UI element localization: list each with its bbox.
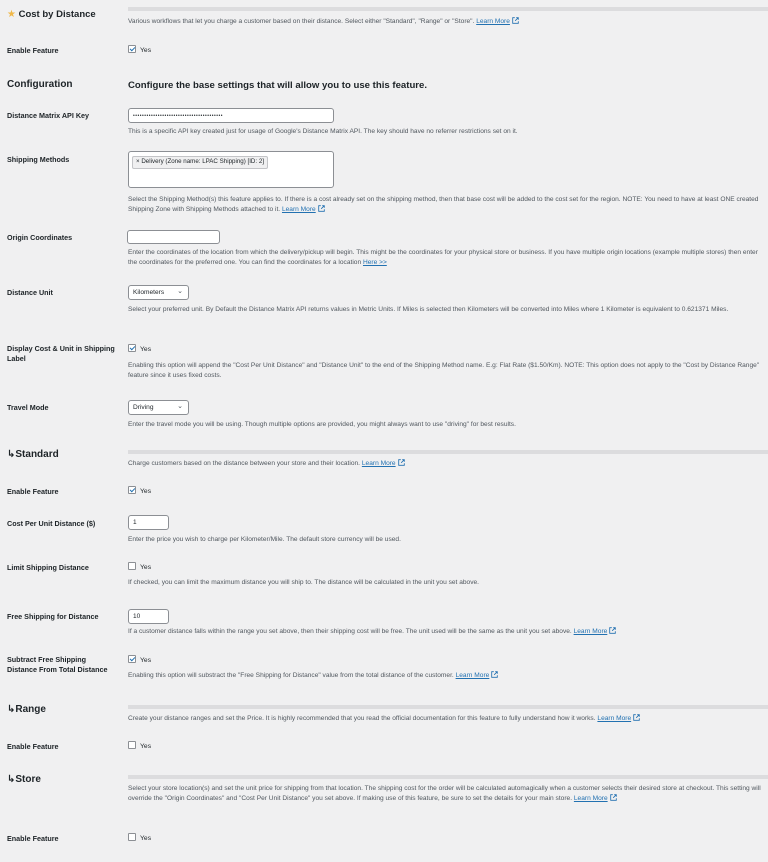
store-enable-label: Enable Feature (7, 834, 59, 843)
subtract-distance-label: Subtract Free Shipping Distance From Total Distance (7, 655, 108, 674)
limit-distance-checkbox[interactable] (128, 562, 136, 570)
enable-feature-checkbox[interactable] (128, 45, 136, 53)
display-cost-checkbox[interactable] (128, 344, 136, 352)
feature-title: ★ Cost by Distance (7, 9, 96, 20)
section-divider (128, 775, 768, 779)
external-link-icon (609, 627, 616, 638)
enable-feature-label: Enable Feature (7, 46, 59, 55)
store-enable-checkbox[interactable] (128, 833, 136, 841)
limit-distance-label: Limit Shipping Distance (7, 563, 89, 572)
learn-more-link[interactable]: Learn More (476, 18, 510, 25)
external-link-icon (398, 459, 405, 470)
standard-section-label: ↳Standard (7, 449, 59, 460)
configuration-heading: Configure the base settings that will allow you to use this feature. (128, 80, 428, 91)
display-cost-label: Display Cost & Unit in Shipping Label (7, 344, 115, 363)
external-link-icon (633, 714, 640, 725)
origin-description: Enter the coordinates of the location from which the delivery/pickup will begin. This might be the coordinates for your physical store or business. If you have multiple origin locations (example multiple stores) then enter the coordinates for the preferred one. You can find the coordinates for a location Here >> (128, 249, 758, 266)
api-key-input[interactable]: •••••••••••••••••••••••••••••••••••••••• (128, 108, 334, 123)
travel-mode-label: Travel Mode (7, 403, 49, 412)
section-divider (128, 7, 768, 11)
standard-enable-checkbox[interactable] (128, 486, 136, 494)
range-section-label: ↳Range (7, 704, 46, 715)
external-link-icon (512, 17, 519, 28)
travel-mode-select[interactable]: Driving ⌄ (128, 400, 189, 415)
store-learn-more-link[interactable]: Learn More (573, 794, 608, 802)
limit-distance-description: If checked, you can limit the maximum distance you will ship to. The distance will be calculated in the unit you set above. (128, 579, 479, 586)
chevron-down-icon: ⌄ (177, 288, 183, 295)
store-section-label: ↳Store (7, 774, 41, 785)
travel-mode-description: Enter the travel mode you will be using. Though multiple options are provided, you might always want to use "driving" for best results. (128, 421, 516, 428)
section-divider (128, 450, 768, 454)
display-cost-description: Enabling this option will append the "Cost Per Unit Distance" and "Distance Unit" to the end of the Shipping Method name. E.g: Flat Rate ($1.50/Km). NOTE: This option does not apply to the "Cost by Distance Range" feature since it uses fixed costs. (128, 362, 760, 379)
range-enable-checkbox[interactable] (128, 741, 136, 749)
subtract-distance-checkbox[interactable] (128, 655, 136, 663)
standard-learn-more-link[interactable]: Learn More (361, 460, 396, 467)
chevron-down-icon: ⌄ (177, 403, 183, 410)
section-divider (128, 705, 768, 709)
free-shipping-label: Free Shipping for Distance (7, 612, 99, 621)
range-enable-label: Enable Feature (7, 742, 59, 751)
free-shipping-input[interactable]: 10 (128, 609, 169, 624)
range-description: Create your distance ranges and set the Price. It is highly recommended that you read the official documentation for this feature to fully understand how it works. Learn More (128, 714, 764, 725)
coordinates-here-link[interactable]: Here >> (362, 258, 387, 266)
shipping-methods-learn-more-link[interactable]: Learn More (281, 205, 316, 213)
distance-unit-description: Select your preferred unit. By Default the Distance Matrix API returns values in Metric Units. If Miles is selected then Kilometers will be converted into Miles where 1 Kilometer is equivalent to 0.621371 Miles. (128, 306, 729, 313)
shipping-method-tag[interactable]: × Delivery (Zone name: LPAC Shipping) [ID: 2] (132, 156, 268, 169)
subtract-distance-description: Enabling this option will substract the "Free Shipping for Distance" value from the total distance of the customer. Learn More (128, 671, 764, 682)
distance-unit-select[interactable]: Kilometers ⌄ (128, 285, 189, 300)
distance-unit-label: Distance Unit (7, 288, 53, 297)
free-shipping-learn-more-link[interactable]: Learn More (573, 628, 608, 635)
configuration-label: Configuration (7, 79, 73, 90)
shipping-methods-label: Shipping Methods (7, 155, 70, 164)
standard-enable-label: Enable Feature (7, 487, 59, 496)
origin-coordinates-label: Origin Coordinates (7, 233, 73, 242)
standard-description: Charge customers based on the distance between your store and their location. Learn More (128, 459, 764, 470)
api-key-label: Distance Matrix API Key (7, 111, 90, 120)
subtract-learn-more-link[interactable]: Learn More (455, 672, 490, 679)
cost-per-unit-input[interactable]: 1 (128, 515, 169, 530)
external-link-icon (491, 671, 498, 682)
cost-per-unit-description: Enter the price you wish to charge per Kilometer/Mile. The default store currency will be used. (128, 536, 401, 543)
free-shipping-description: If a customer distance falls within the range you set above, then their shipping cost will be free. The unit used will be the same as the unit you set above. Learn More (128, 627, 764, 638)
origin-coordinates-input[interactable] (127, 230, 220, 244)
api-key-description: This is a specific API key created just for usage of Google's Distance Matrix API. The key should have no referrer restrictions set on it. (128, 128, 518, 135)
star-icon: ★ (7, 9, 16, 20)
store-description: Select your store location(s) and set the unit price for shipping from that location. The shipping cost for the order will be calculated automagically when a customer selects their desired store at checkout. This setting will override the "Origin Coordinates" and "Cost Per Unit Distance" you set above. If making use of this feature, be sure to set the details for your main store. Learn More (128, 784, 764, 805)
shipping-methods-description: Select the Shipping Method(s) this feature applies to. If there is a cost already set on the shipping method, then that base cost will be added to the cost set for the region. NOTE: You need to have at least ONE created Shipping Zone with Shipping Methods attached to it. Learn More (128, 195, 764, 216)
external-link-icon (610, 794, 617, 805)
external-link-icon (318, 205, 325, 216)
header-description: Various workflows that let you charge a customer based on their distance. Select either "Standard", "Range" or "Store". Learn More (128, 17, 764, 28)
range-learn-more-link[interactable]: Learn More (597, 715, 632, 722)
cost-per-unit-label: Cost Per Unit Distance ($) (7, 519, 96, 528)
shipping-methods-select[interactable] (128, 151, 334, 188)
